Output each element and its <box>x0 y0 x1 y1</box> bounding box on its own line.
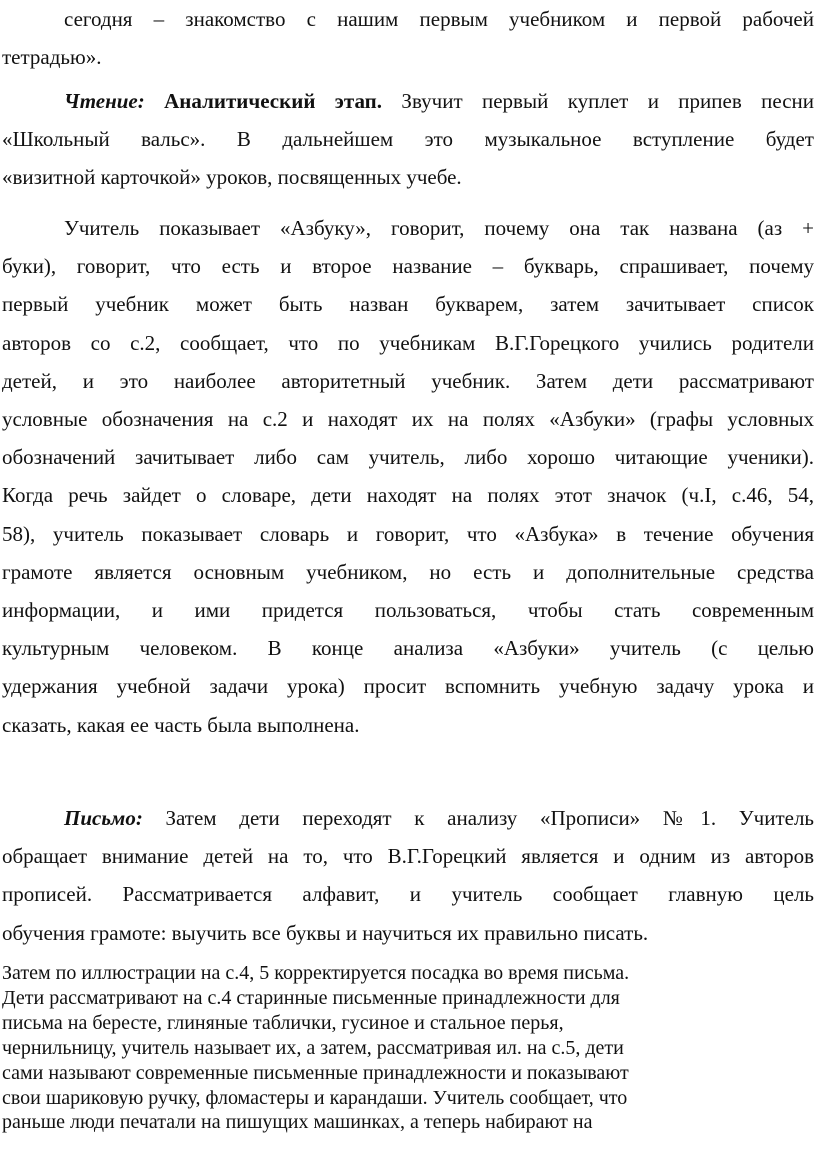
paragraph-posture <box>0 961 816 1135</box>
alphabet-line-10: грамоте является основным учебником, но есть и дополнительные средства <box>2 559 814 584</box>
paragraph-intro <box>0 0 816 76</box>
alphabet-line-3: первый учебник может быть назван букварем, затем зачитывает список <box>2 292 814 317</box>
posture-line-5: сами называют современные письменные принадлежности и показывают <box>2 1061 629 1084</box>
alphabet-line-13: удержания учебной задачи урока) просит вспомнить учебную задачу урока и <box>2 674 814 699</box>
alphabet-line-5: детей, и это наиболее авторитетный учебник. Затем дети рассматривают <box>2 368 814 393</box>
alphabet-line-4: авторов со с.2, сообщает, что по учебникам В.Г.Горецкого учились родители <box>2 330 814 355</box>
writing-line-1 <box>2 799 814 837</box>
alphabet-line-8: Когда речь зайдет о словаре, дети находят на полях этот значок (ч.I, с.46, 54, <box>2 483 814 508</box>
writing-line-1-rest: Затем дети переходят к анализу «Прописи» №1. Учитель <box>165 806 814 830</box>
alphabet-line-12: культурным человеком. В конце анализа «Азбуки» учитель (с целью <box>2 636 814 661</box>
alphabet-line-9: 58), учитель показывает словарь и говорит, что «Азбука» в течение обучения <box>2 521 814 546</box>
alphabet-line-2: буки), говорит, что есть и второе название – букварь, спрашивает, почему <box>2 254 814 279</box>
writing-line-2: обращает внимание детей на то, что В.Г.Горецкий является и одним из авторов <box>2 844 814 869</box>
reading-line-2: «Школьный вальс». В дальнейшем это музыкальное вступление будет <box>2 127 814 152</box>
intro-line-2: тетрадью». <box>2 45 102 70</box>
alphabet-line-14: сказать, какая ее часть была выполнена. <box>2 712 360 737</box>
alphabet-line-11: информации, и ими придется пользоваться, чтобы стать современным <box>2 598 814 623</box>
posture-line-7: раньше люди печатали на пишущих машинках, а теперь набирают на <box>2 1111 593 1134</box>
reading-line-3: «визитной карточкой» уроков, посвященных учебе. <box>2 165 462 190</box>
writing-line-4: обучения грамоте: выучить все буквы и научиться их правильно писать. <box>2 920 649 945</box>
paragraph-alphabet <box>0 209 816 744</box>
writing-line-3: прописей. Рассматривается алфавит, и учитель сообщает главную цель <box>2 882 814 907</box>
paragraph-reading <box>0 82 816 197</box>
posture-line-3: письма на бересте, глиняные таблички, гусиное и стальное перья, <box>2 1011 564 1034</box>
alphabet-line-7: обозначений зачитывает либо сам учитель, либо хорошо читающие ученики). <box>2 445 814 470</box>
reading-label: Чтение: <box>64 89 145 113</box>
writing-label: Письмо: <box>64 806 143 830</box>
reading-line-1 <box>2 82 814 120</box>
reading-heading: Аналитический этап. <box>164 89 383 113</box>
posture-line-2: Дети рассматривают на с.4 старинные письменные принадлежности для <box>2 986 620 1009</box>
paragraph-writing <box>0 799 816 952</box>
reading-line-1-rest: Звучит первый куплет и припев песни <box>401 89 815 113</box>
posture-line-6: свои шариковую ручку, фломастеры и карандаши. Учитель сообщает, что <box>2 1086 628 1109</box>
posture-line-1: Затем по иллюстрации на с.4, 5 корректируется посадка во время письма. <box>2 962 630 984</box>
alphabet-line-1: Учитель показывает «Азбуку», говорит, почему она так названа (аз + <box>64 216 814 240</box>
intro-line-1: сегодня – знакомство с нашим первым учебником и первой рабочей <box>64 7 814 31</box>
alphabet-line-6: условные обозначения на с.2 и находят их на полях «Азбуки» (графы условных <box>2 407 814 432</box>
posture-line-4: чернильницу, учитель называет их, а затем, рассматривая ил. на с.5, дети <box>2 1036 624 1059</box>
